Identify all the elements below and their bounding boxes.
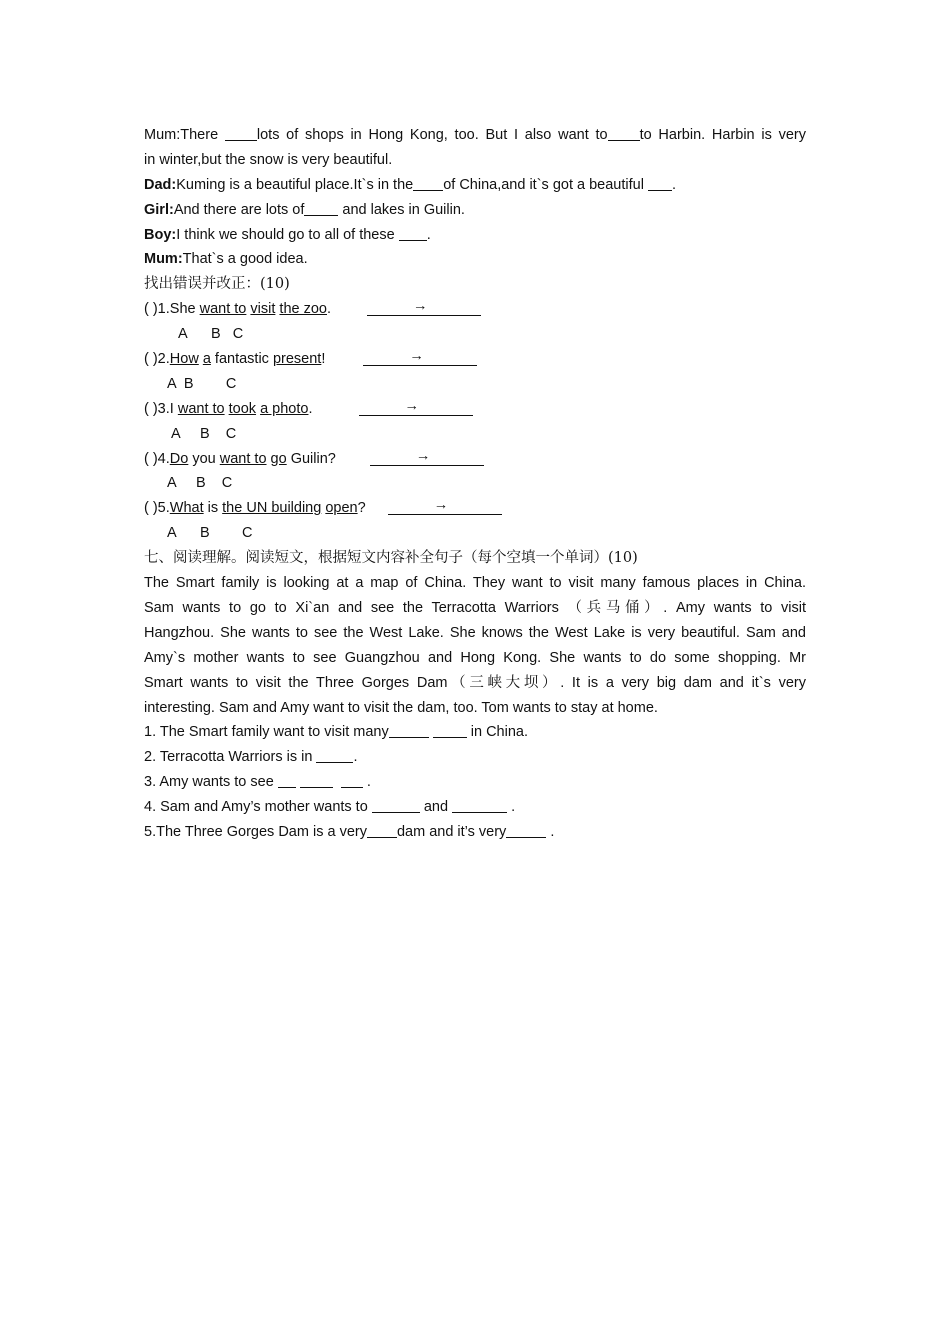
dad-text-2: of China,and it`s got a beautiful xyxy=(443,176,648,193)
reading-passage-line-1: The Smart family is looking at a map of China. They want to visit many famous places in China. xyxy=(144,575,806,592)
option-a: How xyxy=(169,351,199,368)
blank xyxy=(648,175,672,191)
option-c: open xyxy=(325,500,358,517)
option-b: the UN building xyxy=(222,500,322,517)
speaker-mum: Mum: xyxy=(144,251,183,268)
blank xyxy=(389,722,429,738)
speaker-dad: Dad: xyxy=(144,176,177,193)
option-letters-1: A B C xyxy=(178,326,244,343)
mum-text-3: to Harbin. Harbin is very xyxy=(639,127,806,143)
option-b: took xyxy=(228,400,257,417)
reading-question-4: 4. Sam and Amy’s mother wants to and . xyxy=(144,799,516,816)
option-letters-5: A B C xyxy=(167,525,253,542)
reading-passage-line-3: Hangzhou. She wants to see the West Lake. She knows the West Lake is very beautiful. Sam and xyxy=(144,624,806,641)
option-letters-4: A B C xyxy=(167,475,233,492)
reading-passage-line-2: Sam wants to go to Xi`an and see the Terracotta Warriors （兵马俑）. Amy wants to visit xyxy=(144,599,806,616)
dad-text-end: . xyxy=(671,176,676,193)
option-b: a xyxy=(202,351,211,368)
correction-blank xyxy=(363,349,477,366)
boy-text-1: I think we should go to all of these xyxy=(176,226,399,243)
error-question-2: ( )2.How a fantastic present! → xyxy=(144,347,806,372)
blank xyxy=(608,125,640,141)
blank xyxy=(300,772,333,788)
error-question-1: ( )1.She want to visit the zoo. → xyxy=(144,297,806,322)
speaker-boy: Boy: xyxy=(144,226,177,243)
correction-blank xyxy=(367,299,481,316)
option-c: go xyxy=(270,450,287,467)
error-question-5: ( )5.What is the UN building open? → xyxy=(144,496,806,521)
option-c: the zoo xyxy=(279,301,327,318)
blank xyxy=(278,772,296,788)
blank xyxy=(304,200,338,216)
blank xyxy=(506,822,546,838)
blank xyxy=(413,175,443,191)
option-a: want to xyxy=(199,301,247,318)
mum-text-2: lots of shops in Hong Kong, too. But I also want to xyxy=(256,127,608,143)
mum-text-5: That`s a good idea. xyxy=(182,251,308,268)
arrow-icon: → xyxy=(404,397,419,414)
dialogue-girl-line xyxy=(144,198,806,223)
option-a: What xyxy=(169,500,204,517)
arrow-icon: → xyxy=(433,497,449,514)
error-question-4: ( )4.Do you want to go Guilin? → xyxy=(144,447,806,472)
speaker-girl: Girl: xyxy=(144,201,174,218)
dialogue-boy-line xyxy=(144,223,806,248)
blank xyxy=(367,822,397,838)
dialogue-mum-line-1 xyxy=(144,123,806,148)
reading-section-title: 七、阅读理解。阅读短文，根据短文内容补全句子（每个空填一个单词）(10) xyxy=(144,550,638,567)
blank xyxy=(316,747,353,763)
correction-blank xyxy=(370,449,484,466)
option-b: visit xyxy=(250,301,276,318)
option-c: present xyxy=(272,351,322,368)
reading-question-3: 3. Amy wants to see . xyxy=(144,774,371,791)
dad-text-1: Kuming is a beautiful place.It`s in the xyxy=(176,176,414,193)
dialogue-mum-line-3 xyxy=(144,247,806,272)
correction-blank xyxy=(359,399,473,416)
option-b: want to xyxy=(219,450,267,467)
blank xyxy=(399,225,427,241)
mum-text-1: Mum:There xyxy=(144,127,225,143)
option-a: want to xyxy=(177,400,225,417)
reading-passage-line-6: interesting. Sam and Amy want to visit the dam, too. Tom wants to stay at home. xyxy=(144,699,658,716)
reading-question-1: 1. The Smart family want to visit many in China. xyxy=(144,724,528,741)
girl-text-2: and lakes in Guilin. xyxy=(338,201,465,218)
blank xyxy=(452,797,507,813)
blank xyxy=(433,722,467,738)
mum-text-4: in winter,but the snow is very beautiful. xyxy=(144,151,393,168)
option-c: a photo xyxy=(260,400,309,417)
reading-passage-line-5: Smart wants to visit the Three Gorges Dam（三峡大坝）. It is a very big dam and it`s very xyxy=(144,674,806,691)
arrow-icon: → xyxy=(415,447,431,464)
option-letters-3: A B C xyxy=(171,425,237,442)
dialogue-dad-line xyxy=(144,173,806,198)
blank xyxy=(341,772,363,788)
correction-blank xyxy=(388,498,502,515)
reading-question-5: 5.The Three Gorges Dam is a very dam and it’s very . xyxy=(144,824,555,841)
option-a: Do xyxy=(169,450,189,467)
error-section-title: 找出错误并改正：(10) xyxy=(144,276,290,293)
blank xyxy=(225,125,257,141)
arrow-icon: → xyxy=(413,298,428,315)
arrow-icon: → xyxy=(409,348,424,365)
girl-text-1: And there are lots of xyxy=(173,201,305,218)
option-letters-2: A B C xyxy=(167,375,237,392)
reading-passage-line-4: Amy`s mother wants to see Guangzhou and Hong Kong. She wants to do some shopping. Mr xyxy=(144,649,806,666)
blank xyxy=(372,797,420,813)
error-question-3: ( )3.I want to took a photo. → xyxy=(144,397,806,422)
boy-text-end: . xyxy=(426,226,431,243)
worksheet-page xyxy=(144,123,806,845)
dialogue-mum-line-2 xyxy=(144,148,806,173)
reading-question-2: 2. Terracotta Warriors is in . xyxy=(144,749,358,766)
